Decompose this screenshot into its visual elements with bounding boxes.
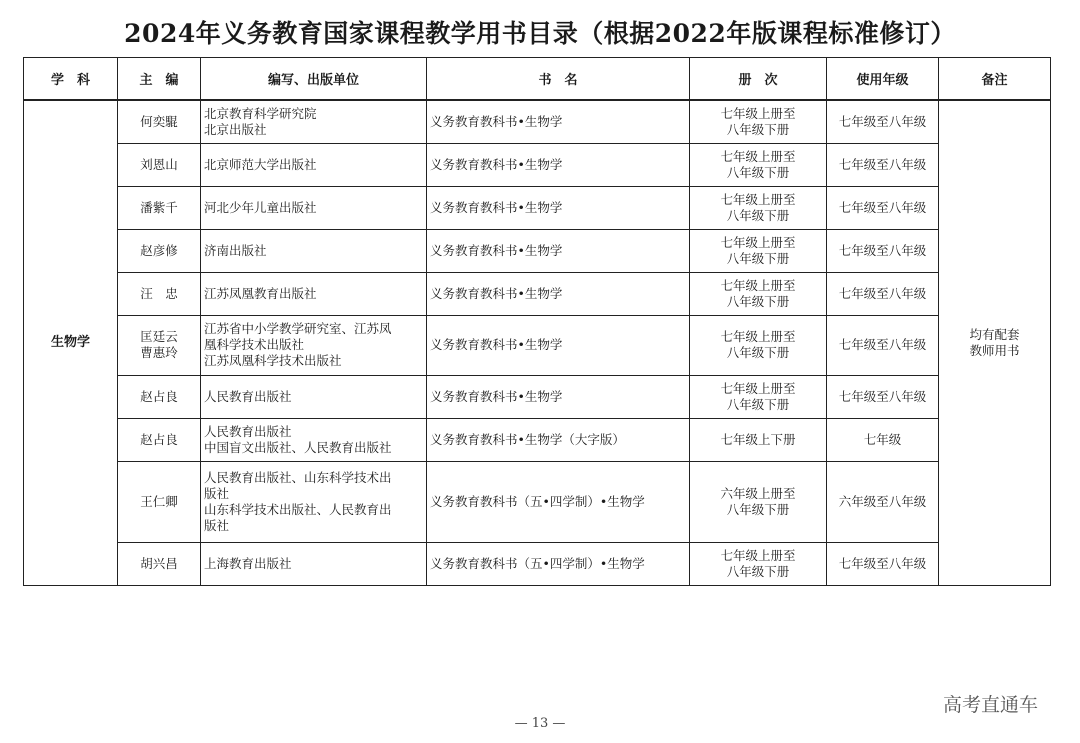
publisher-cell [201, 186, 427, 229]
publisher-line: 人民教育出版社 [204, 423, 292, 439]
grade-cell: 七年级至八年级 [827, 143, 939, 186]
volume-line: 七年级上册至 [720, 234, 796, 250]
volume-line: 七年级上册至 [720, 191, 796, 207]
publisher-cell [201, 375, 427, 418]
table-row [24, 272, 1051, 315]
editor-cell: 赵占良 [118, 375, 201, 418]
table-row [24, 229, 1051, 272]
publisher-cell [201, 100, 427, 143]
volume-line: 七年级上册至 [720, 380, 796, 396]
header-volume: 册 次 [690, 58, 827, 101]
volume-line: 七年级上册至 [720, 329, 796, 344]
volume-line: 七年级上册至 [720, 148, 796, 164]
publisher-line: 江苏凤凰科学技术出版社 [204, 353, 342, 368]
grade-cell: 七年级至八年级 [827, 100, 939, 143]
editor-cell: 胡兴昌 [118, 542, 201, 585]
book-cell: 义务教育教科书•生物学 [427, 186, 690, 229]
table-row [24, 143, 1051, 186]
editor-cell: 赵占良 [118, 418, 201, 461]
publisher-cell [201, 461, 427, 542]
book-cell: 义务教育教科书（五•四学制）•生物学 [427, 461, 690, 542]
publisher-cell [201, 315, 427, 375]
volume-line: 八年级下册 [726, 250, 790, 266]
page-title: 2024年义务教育国家课程教学用书目录（根据2022年版课程标准修订） [124, 19, 956, 48]
volume-cell [690, 229, 827, 272]
book-cell: 义务教育教科书•生物学 [427, 315, 690, 375]
grade-cell: 七年级至八年级 [827, 229, 939, 272]
table-body [24, 100, 1051, 585]
header-book: 书 名 [427, 58, 690, 101]
subject-cell: 生物学 [24, 100, 118, 585]
editor-cell: 潘紫千 [118, 186, 201, 229]
publisher-line: 济南出版社 [204, 242, 267, 258]
table-row [24, 542, 1051, 585]
book-cell: 义务教育教科书（五•四学制）•生物学 [427, 542, 690, 585]
table-header-row [24, 58, 1051, 101]
volume-line: 八年级下册 [726, 121, 790, 137]
grade-cell: 七年级至八年级 [827, 542, 939, 585]
volume-line: 七年级上册至 [720, 277, 796, 293]
publisher-cell [201, 418, 427, 461]
header-note: 备注 [939, 58, 1051, 101]
watermark: 高考直通车 [943, 694, 1039, 716]
grade-cell: 六年级至八年级 [827, 461, 939, 542]
grade-cell: 七年级至八年级 [827, 375, 939, 418]
publisher-line: 上海教育出版社 [204, 555, 292, 571]
textbook-catalog-table [23, 57, 1051, 586]
book-cell: 义务教育教科书•生物学 [427, 272, 690, 315]
volume-cell [690, 375, 827, 418]
editor-cell: 汪 忠 [118, 272, 201, 315]
publisher-line: 凰科学技术出版社 [204, 337, 305, 352]
volume-cell [690, 542, 827, 585]
header-grade: 使用年级 [827, 58, 939, 101]
publisher-line: 版社 [204, 517, 230, 533]
publisher-line: 北京教育科学研究院 [204, 105, 317, 121]
editor-cell: 何奕騉 [118, 100, 201, 143]
grade-cell: 七年级 [827, 418, 939, 461]
volume-cell [690, 100, 827, 143]
volume-cell [690, 272, 827, 315]
volume-line: 八年级下册 [726, 563, 790, 579]
publisher-cell [201, 272, 427, 315]
note-cell: 均有配套 教师用书 [939, 100, 1051, 585]
volume-line: 八年级下册 [726, 293, 790, 309]
grade-cell: 七年级至八年级 [827, 272, 939, 315]
table-row [24, 461, 1051, 542]
publisher-line: 版社 [204, 485, 230, 501]
header-subject: 学 科 [24, 58, 118, 101]
volume-line: 八年级下册 [726, 164, 790, 180]
publisher-line: 中国盲文出版社、人民教育出版社 [204, 439, 392, 455]
publisher-cell [201, 229, 427, 272]
volume-line: 八年级下册 [726, 345, 790, 360]
publisher-line: 江苏凤凰教育出版社 [204, 285, 317, 301]
table-row [24, 315, 1051, 375]
editor-cell: 刘恩山 [118, 143, 201, 186]
volume-cell [690, 418, 827, 461]
volume-line: 七年级上册至 [720, 105, 796, 121]
volume-line: 八年级下册 [726, 501, 790, 517]
publisher-line: 河北少年儿童出版社 [204, 199, 317, 215]
volume-line: 七年级上下册 [720, 431, 796, 447]
volume-cell [690, 315, 827, 375]
page-number: — 13 — [514, 716, 566, 731]
grade-cell: 七年级至八年级 [827, 315, 939, 375]
volume-line: 八年级下册 [726, 207, 790, 223]
volume-cell [690, 143, 827, 186]
editor-cell: 赵彦修 [118, 229, 201, 272]
table-row [24, 186, 1051, 229]
publisher-cell [201, 143, 427, 186]
publisher-cell [201, 542, 427, 585]
table-row [24, 375, 1051, 418]
book-cell: 义务教育教科书•生物学 [427, 143, 690, 186]
book-cell: 义务教育教科书•生物学 [427, 100, 690, 143]
publisher-line: 北京师范大学出版社 [204, 156, 317, 172]
editor-cell: 匡廷云 曹惠玲 [118, 315, 201, 375]
table-row [24, 418, 1051, 461]
book-cell: 义务教育教科书•生物学 [427, 229, 690, 272]
table-row [24, 100, 1051, 143]
volume-line: 八年级下册 [726, 396, 790, 412]
publisher-line: 江苏省中小学教学研究室、江苏凤 [204, 321, 392, 336]
publisher-line: 北京出版社 [204, 121, 267, 137]
volume-line: 六年级上册至 [720, 485, 796, 501]
grade-cell: 七年级至八年级 [827, 186, 939, 229]
publisher-line: 人民教育出版社、山东科学技术出 [204, 469, 392, 485]
book-cell: 义务教育教科书•生物学（大字版） [427, 418, 690, 461]
book-cell: 义务教育教科书•生物学 [427, 375, 690, 418]
header-publisher: 编写、出版单位 [201, 58, 427, 101]
header-editor: 主 编 [118, 58, 201, 101]
editor-cell: 王仁卿 [118, 461, 201, 542]
volume-cell [690, 186, 827, 229]
publisher-line: 山东科学技术出版社、人民教育出 [204, 501, 392, 517]
publisher-line: 人民教育出版社 [204, 388, 292, 404]
volume-line: 七年级上册至 [720, 547, 796, 563]
volume-cell [690, 461, 827, 542]
